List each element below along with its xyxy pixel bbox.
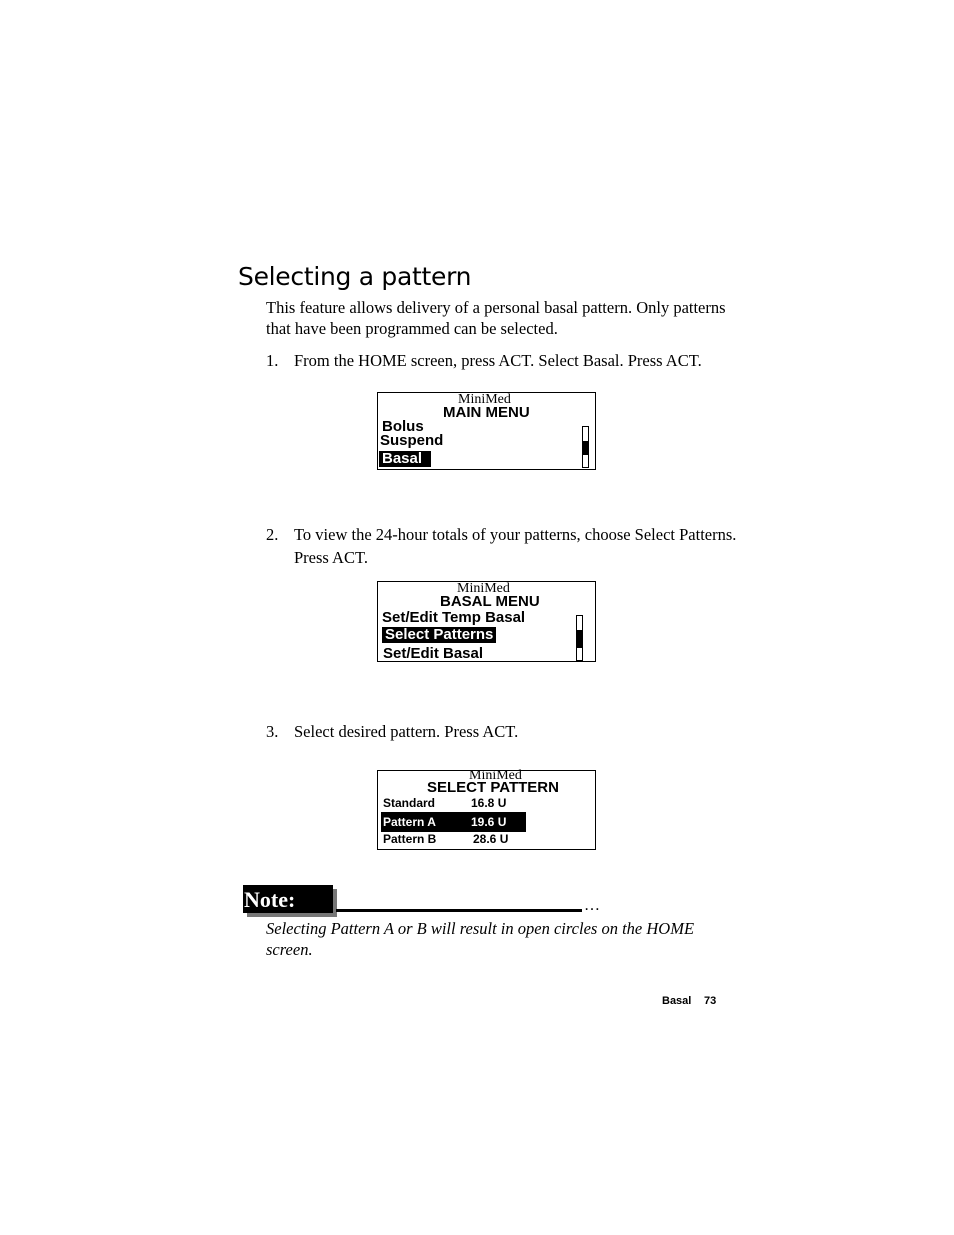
pattern-name: Standard	[383, 796, 436, 810]
scrollbar	[582, 426, 589, 468]
menu-item-select-patterns[interactable]: Select Patterns	[382, 627, 496, 643]
page-number: 73	[704, 995, 717, 1007]
basal-menu-screen	[377, 581, 596, 662]
step-text: To view the 24-hour totals of your patterns, choose Select Patterns. Press ACT.	[294, 525, 737, 567]
select-pattern-screen	[377, 770, 596, 850]
pattern-row-standard[interactable]	[383, 796, 523, 810]
screen-title: BASAL MENU	[440, 593, 540, 610]
menu-item-set-edit-temp-basal[interactable]: Set/Edit Temp Basal	[382, 609, 526, 626]
footer-section-name: Basal	[662, 995, 692, 1007]
brand-label: MiniMed	[469, 768, 522, 783]
screen-title: SELECT PATTERN	[427, 779, 559, 796]
step-2	[266, 523, 746, 571]
step-number: 3.	[266, 722, 279, 741]
note-label: Note:	[244, 887, 296, 912]
pattern-total: 16.8 U	[471, 796, 507, 810]
note-dots: …	[584, 897, 601, 914]
pattern-row-pattern-b[interactable]	[383, 832, 523, 846]
menu-item-bolus[interactable]: Bolus	[382, 418, 424, 435]
step-text: From the HOME screen, press ACT. Select Basal. Press ACT.	[294, 351, 702, 370]
screen-title: MAIN MENU	[443, 404, 530, 421]
scrollbar-thumb	[583, 441, 588, 455]
note-text: Selecting Pattern A or B will result in open circles on the HOME screen.	[266, 919, 695, 959]
intro-paragraph: This feature allows delivery of a personal basal pattern. Only patterns that have been programmed can be selected.	[266, 298, 726, 338]
main-menu-screen	[377, 392, 596, 470]
scrollbar-thumb	[577, 630, 582, 648]
section-title: Selecting a pattern	[238, 262, 472, 291]
pattern-total: 28.6 U	[473, 832, 509, 846]
step-text: Select desired pattern. Press ACT.	[294, 722, 519, 741]
pattern-total: 19.6 U	[471, 815, 507, 829]
brand-label: MiniMed	[457, 581, 510, 596]
note-rule	[336, 909, 582, 912]
step-number: 2.	[266, 525, 279, 544]
brand-label: MiniMed	[458, 392, 511, 407]
pattern-name: Pattern A	[383, 815, 436, 829]
menu-item-suspend[interactable]: Suspend	[380, 432, 444, 449]
step-number: 1.	[266, 351, 279, 370]
pattern-name: Pattern B	[383, 832, 437, 846]
menu-item-set-edit-basal[interactable]: Set/Edit Basal	[383, 645, 484, 662]
pattern-row-pattern-a[interactable]	[381, 812, 526, 832]
scrollbar	[576, 615, 583, 661]
menu-item-basal[interactable]: Basal	[379, 451, 431, 467]
